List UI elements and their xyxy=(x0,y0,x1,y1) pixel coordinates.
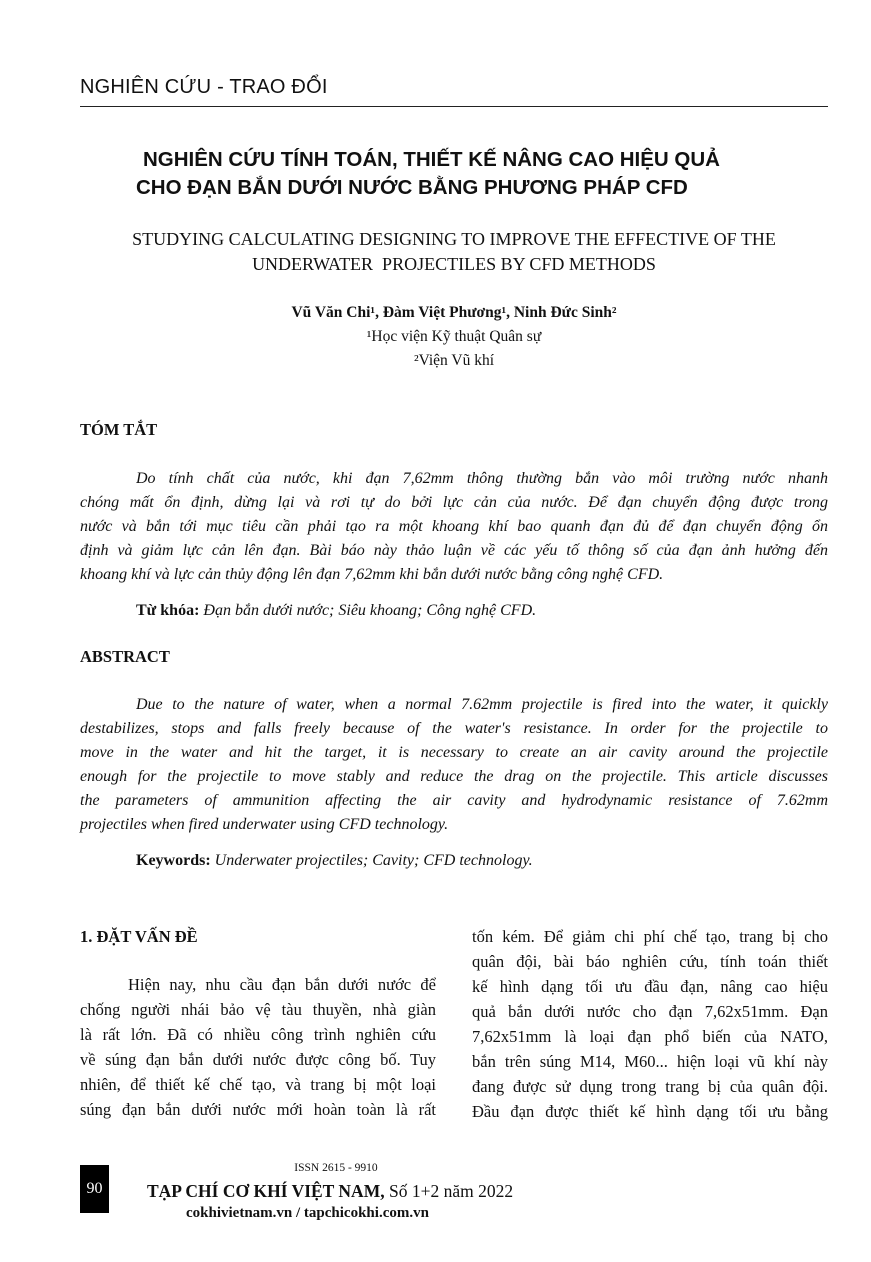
keywords-en xyxy=(136,852,533,870)
keywords-en-text: Underwater projectiles; Cavity; CFD technology. xyxy=(214,852,533,869)
body-left-line: Hiện nay, nhu cầu đạn bắn dưới nước để xyxy=(128,975,436,994)
keywords-vi-text: Đạn bắn dưới nước; Siêu khoang; Công nghệ CFD. xyxy=(203,602,537,619)
journal-line xyxy=(147,1181,513,1202)
page-number: 90 xyxy=(80,1165,109,1213)
summary-heading: TÓM TẮT xyxy=(80,420,158,439)
title-en-line-2: UNDERWATER PROJECTILES BY CFD METHODS xyxy=(252,254,656,274)
header-rule xyxy=(80,106,828,107)
body-left-line: về súng đạn bắn dưới nước được công bố. Tuy xyxy=(80,1050,436,1069)
keywords-en-label: Keywords: xyxy=(136,852,211,869)
authors: Vũ Văn Chi¹, Đàm Việt Phương¹, Ninh Đức Sinh² xyxy=(291,304,617,321)
affiliation-1: ¹Học viện Kỹ thuật Quân sự xyxy=(366,328,542,345)
body-right-line: 7,62x51mm là loại đạn phổ biến của NATO, xyxy=(472,1027,828,1046)
summary-line: chóng mất ổn định, dừng lại và rơi tự do bởi lực cản của nước. Để đạn chuyển động được trong xyxy=(80,494,828,511)
keywords-vi-label: Từ khóa: xyxy=(136,602,200,619)
affiliation-2: ²Viện Vũ khí xyxy=(413,352,495,369)
summary-line: nước và bắn tới mục tiêu cần phải tạo ra một khoang khí bao quanh đạn đủ để đạn chuyển động ổn xyxy=(80,518,828,535)
body-right-line: đang được sử dụng trong trang bị của quân đội. xyxy=(472,1077,828,1096)
body-right-line: kế hình dạng tối ưu đầu đạn, nâng cao hiệu xyxy=(472,977,828,996)
body-right-line: tốn kém. Để giảm chi phí chế tạo, trang bị cho xyxy=(472,927,828,946)
title-vi-line-1: NGHIÊN CỨU TÍNH TOÁN, THIẾT KẾ NÂNG CAO HIỆU QUẢ xyxy=(143,148,720,171)
abstract-line: projectiles when fired underwater using CFD technology. xyxy=(80,816,449,833)
section-label: NGHIÊN CỨU - TRAO ĐỔI xyxy=(80,76,328,98)
section-1-heading: 1. ĐẶT VẤN ĐỀ xyxy=(80,927,198,946)
summary-line: định và giảm lực cản lên đạn. Bài báo này thảo luận về các yếu tố thông số của đạn ảnh hưởng đến xyxy=(80,542,828,559)
body-left-line: súng đạn bắn dưới nước mới hoàn toàn là rất xyxy=(80,1100,436,1119)
journal-name: TẠP CHÍ CƠ KHÍ VIỆT NAM, xyxy=(147,1181,385,1201)
keywords-vi xyxy=(136,602,536,620)
body-right-line: quân đội, bài báo nghiên cứu, tính toán thiết xyxy=(472,952,828,971)
abstract-line: Due to the nature of water, when a normal 7.62mm projectile is fired into the water, it quickly xyxy=(136,696,828,713)
journal-issue: Số 1+2 năm 2022 xyxy=(384,1181,514,1201)
body-left-line: chống người nhái bảo vệ tàu thuyền, nhà giàn xyxy=(80,1000,436,1019)
title-vi-line-2: CHO ĐẠN BẮN DƯỚI NƯỚC BẰNG PHƯƠNG PHÁP CFD xyxy=(136,176,688,199)
body-left-line: là rất lớn. Đã có nhiều công trình nghiên cứu xyxy=(80,1025,436,1044)
body-right-line: quả bắn dưới nước cho đạn 7,62x51mm. Đạn xyxy=(472,1002,828,1021)
websites: cokhivietnam.vn / tapchicokhi.com.vn xyxy=(186,1205,429,1221)
abstract-line: enough for the projectile to move stably and reduce the drag on the projectile. This article discusses xyxy=(80,768,828,785)
abstract-line: move in the water and hit the target, it is necessary to create an air cavity around the projectile xyxy=(80,744,828,761)
body-left-line: nhiên, để thiết kế chế tạo, và trang bị một loại xyxy=(80,1075,436,1094)
summary-line: khoang khí và lực cản thủy động lên đạn 7,62mm khi bắn dưới nước bằng công nghệ CFD. xyxy=(80,566,664,583)
summary-line: Do tính chất của nước, khi đạn 7,62mm thông thường bắn vào môi trường nước nhanh xyxy=(136,470,828,487)
abstract-line: the parameters of ammunition affecting the air cavity and hydrodynamic resistance of 7.62mm xyxy=(80,792,828,809)
issn: ISSN 2615 - 9910 xyxy=(294,1162,378,1174)
abstract-heading: ABSTRACT xyxy=(80,647,170,666)
body-right-line: Đầu đạn được thiết kế hình dạng tối ưu bằng xyxy=(472,1102,828,1121)
title-en-line-1: STUDYING CALCULATING DESIGNING TO IMPROVE THE EFFECTIVE OF THE xyxy=(132,229,776,249)
abstract-line: destabilizes, stops and falls freely because of the water's resistance. In order for the projectile to xyxy=(80,720,828,737)
body-right-line: bắn trên súng M14, M60... hiện loại vũ khí này xyxy=(472,1052,828,1071)
